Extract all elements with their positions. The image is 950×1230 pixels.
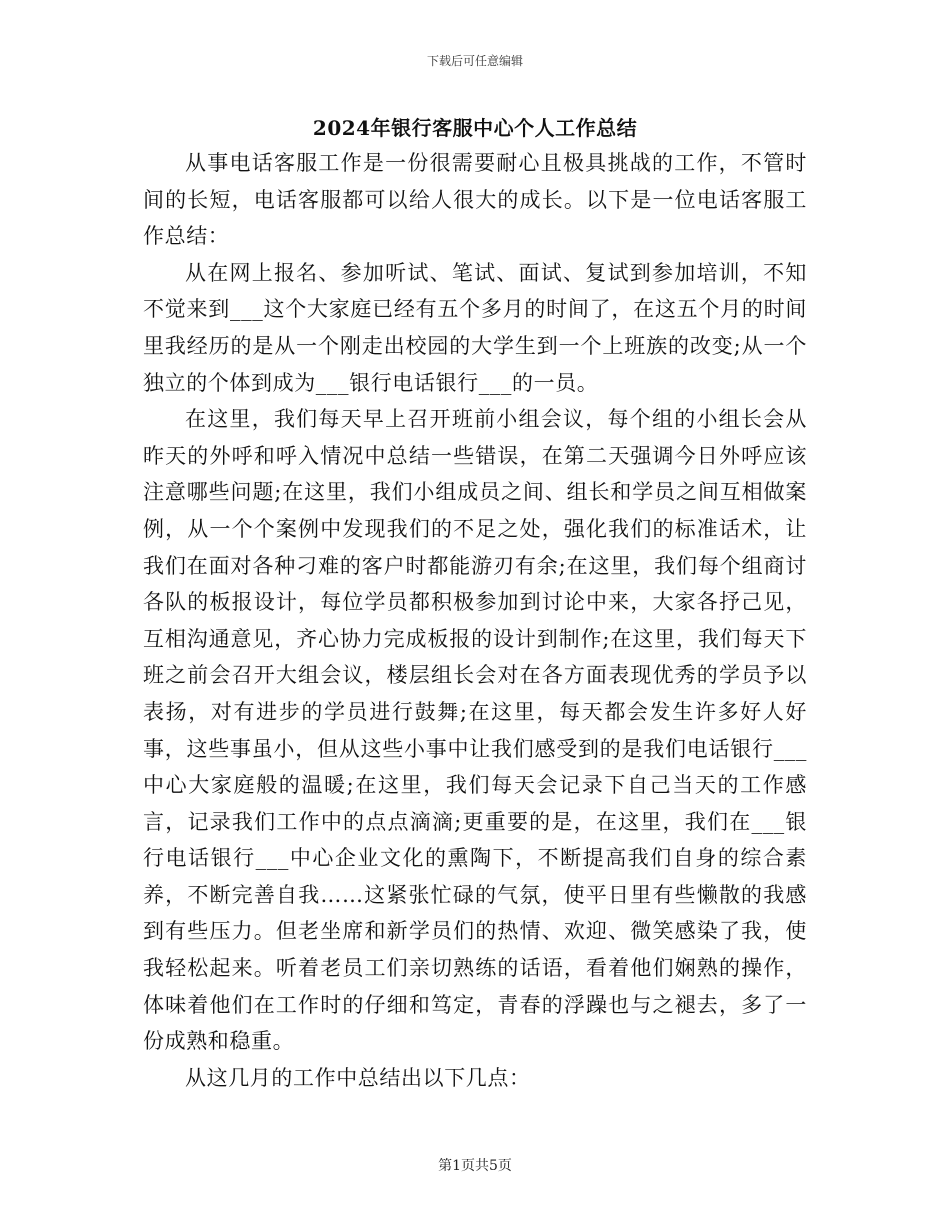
document-title: 2024年银行客服中心个人工作总结 [312,116,638,140]
document-body [143,145,807,1096]
paragraph-daily-work: 在这里，我们每天早上召开班前小组会议，每个组的小组长会从昨天的外呼和呼入情况中总结一些错误，在第二天强调今日外呼应该注意哪些问题;在这里，我们小组成员之间、组长和学员之间互相做案例，从一个个案例中发现我们的不足之处，强化我们的标准话术，让我们在面对各种刁难的客户时都能游刃有余;在这里，我们每个组商讨各队的板报设计，每位学员都积极参加到讨论中来，大家各抒己见，互相沟通意见，齐心协力完成板报的设计到制作;在这里，我们每天下班之前会召开大组会议，楼层组长会对在各方面表现优秀的学员予以表扬，对有进步的学员进行鼓舞;在这里，每天都会发生许多好人好事，这些事虽小，但从这些小事中让我们感受到的是我们电话银行___中心大家庭般的温暖;在这里，我们每天会记录下自己当天的工作感言，记录我们工作中的点点滴滴;更重要的是，在这里，我们在___银行电话银行___中心企业文化的熏陶下，不断提高我们自身的综合素养，不断完善自我……这紧张忙碌的气氛，使平日里有些懒散的我感到有些压力。但老坐席和新学员们的热情、欢迎、微笑感染了我，使我轻松起来。听着老员工们亲切熟练的话语，看着他们娴熟的操作，体味着他们在工作时的仔细和笃定，青春的浮躁也与之褪去，多了一份成熟和稳重。 [143,407,807,1054]
paragraph-experience: 从在网上报名、参加听试、笔试、面试、复试到参加培训，不知不觉来到___这个大家庭已经有五个多月的时间了，在这五个月的时间里我经历的是从一个刚走出校园的大学生到一个上班族的改变;从一个独立的个体到成为___银行电话银行___的一员。 [143,260,807,395]
page-indicator: 第1页共5页 [438,1158,512,1174]
paragraph-summary-lead: 从这几月的工作中总结出以下几点： [185,1065,531,1090]
header-note: 下载后可任意编辑 [426,54,523,68]
paragraph-intro: 从事电话客服工作是一份很需要耐心且极具挑战的工作，不管时间的长短，电话客服都可以给人很大的成长。以下是一位电话客服工作总结： [143,151,807,249]
